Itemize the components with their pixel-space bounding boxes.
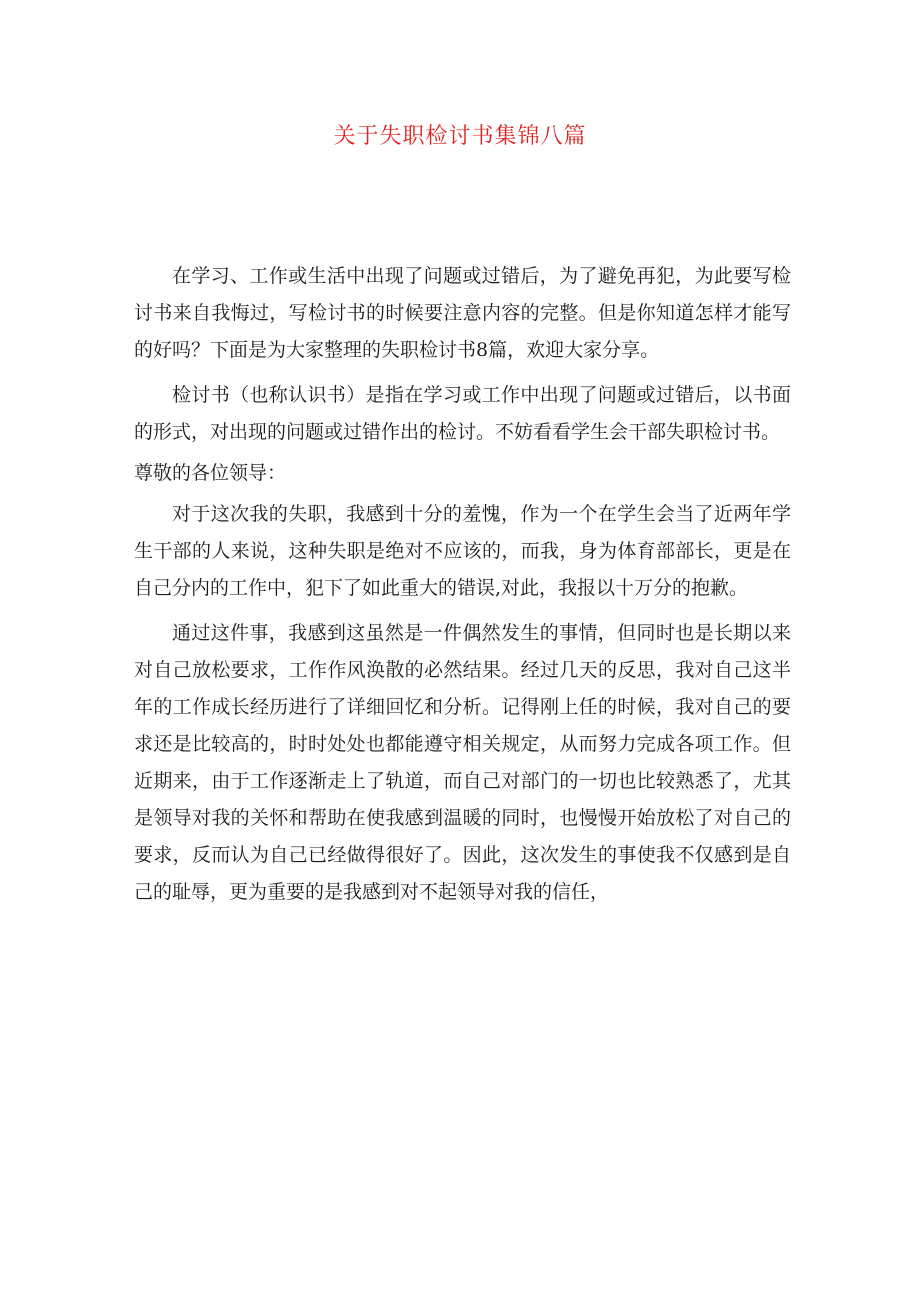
document-title: 关于失职检讨书集锦八篇 bbox=[333, 124, 587, 149]
definition-paragraph: 检讨书（也称认识书）是指在学习或工作中出现了问题或过错后，以书面的形式，对出现的问题或过错作出的检讨。不妨看看学生会干部失职检讨书。 bbox=[134, 384, 791, 443]
intro-paragraph: 在学习、工作或生活中出现了问题或过错后，为了避免再犯，为此要写检讨书来自我悔过，写检讨书的时候要注意内容的完整。但是你知道怎样才能写的好吗？下面是为大家整理的失职检讨书8篇，欢迎大家分享。 bbox=[134, 265, 791, 361]
body-paragraph-1: 对于这次我的失职，我感到十分的羞愧，作为一个在学生会当了近两年学生干部的人来说，这种失职是绝对不应该的，而我，身为体育部部长，更是在自己分内的工作中，犯下了如此重大的错误,对此，我报以十万分的抱歉。 bbox=[134, 503, 791, 599]
salutation: 尊敬的各位领导： bbox=[134, 462, 287, 484]
document-body bbox=[134, 258, 791, 919]
body-paragraph-2: 通过这件事，我感到这虽然是一件偶然发生的事情，但同时也是长期以来对自己放松要求，工作作风涣散的必然结果。经过几天的反思，我对自己这半年的工作成长经历进行了详细回忆和分析。记得刚上任的时候，我对自己的要求还是比较高的，时时处处也都能遵守相关规定，从而努力完成各项工作。但近期来，由于工作逐渐走上了轨道，而自己对部门的一切也比较熟悉了，尤其是领导对我的关怀和帮助在使我感到温暖的同时，也慢慢开始放松了对自己的要求，反而认为自己已经做得很好了。因此，这次发生的事使我不仅感到是自己的耻辱，更为重要的是我感到对不起领导对我的信任， bbox=[134, 622, 791, 903]
